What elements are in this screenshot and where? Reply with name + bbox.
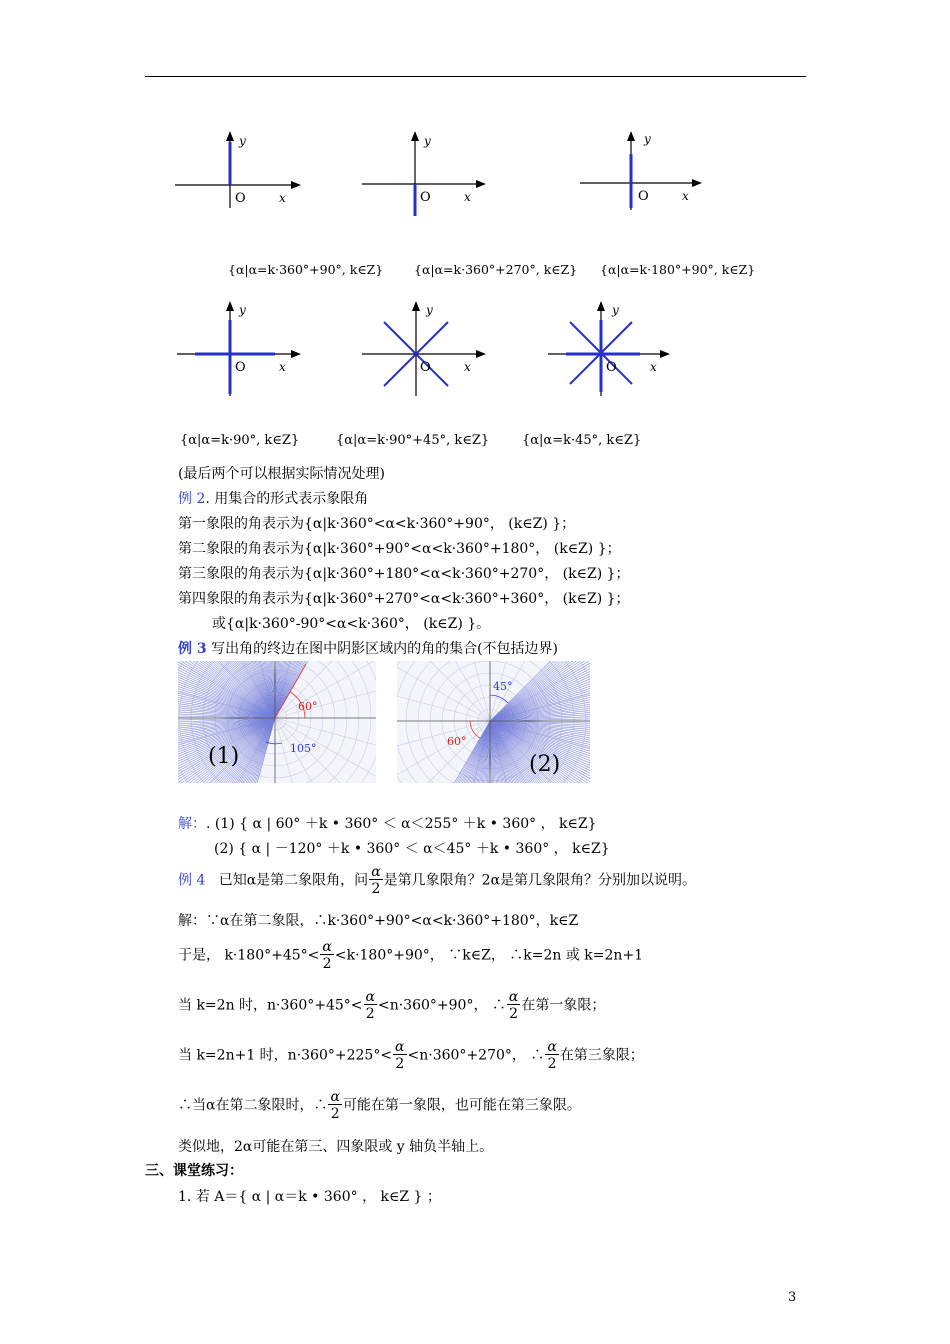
x-axis-label: x xyxy=(682,189,689,203)
note: (最后两个可以根据实际情况处理) xyxy=(178,466,385,482)
fraction-alpha-half xyxy=(393,1040,406,1071)
caption-4: {α|α=k·90°, k∈Z} xyxy=(180,433,300,448)
example3-solution-1 xyxy=(178,813,597,833)
fig2-angle-45: 45° xyxy=(493,680,513,693)
example4-label: 例 4 xyxy=(178,872,206,889)
caption-2: {α|α=k·360°+270°, k∈Z} xyxy=(414,262,578,277)
x-axis-label: x xyxy=(464,360,471,374)
example2-line-4: 第四象限的角表示为{α|k·360°+270°<α<k·360°+360°， (k∈Z) }； xyxy=(178,591,630,607)
figure-1 xyxy=(178,661,376,783)
origin-label: O xyxy=(235,360,246,375)
s5-post: 可能在第一象限，也可能在第三象限。 xyxy=(342,1097,581,1114)
frac-den: 2 xyxy=(371,881,381,897)
frac-den: 2 xyxy=(365,1006,375,1022)
frac-den: 2 xyxy=(509,1006,519,1022)
example2-label: 例 2 xyxy=(178,491,206,507)
x-axis-label: x xyxy=(650,360,657,374)
example3-title: 写出角的终边在图中阴影区域内的角的集合(不包括边界) xyxy=(211,641,559,657)
example4-step-4 xyxy=(178,1040,644,1071)
fraction-alpha-half xyxy=(328,1090,341,1121)
fraction-alpha-half xyxy=(507,990,520,1021)
frac-den: 2 xyxy=(395,1056,405,1072)
caption-5: {α|α=k·90°+45°, k∈Z} xyxy=(336,433,490,448)
diagram-diagonals xyxy=(360,298,495,398)
example3-heading xyxy=(178,638,558,658)
origin-label: O xyxy=(235,191,246,206)
section3-heading: 三、课堂练习： xyxy=(145,1163,243,1179)
s3-pre: 当 k=2n 时，n·360°+45°< xyxy=(178,997,363,1014)
diagram-axes xyxy=(175,298,310,398)
diagram-y-negative xyxy=(360,128,495,218)
header-rule xyxy=(145,76,806,77)
fig1-label: (1) xyxy=(208,744,240,769)
frac-num: α xyxy=(365,989,375,1005)
x-axis-label: x xyxy=(279,360,286,374)
frac-num: α xyxy=(322,939,332,955)
example2-line-2: 第二象限的角表示为{α|k·360°+90°<α<k·360°+180°， (k∈Z) }； xyxy=(178,541,621,557)
example4-step-5 xyxy=(178,1090,581,1121)
s4-pre: 当 k=2n+1 时，n·360°+225°< xyxy=(178,1047,393,1064)
example4-q-post: 是第几象限角？2α是第几象限角？分别加以说明。 xyxy=(383,872,697,889)
example4-step-1: 解：∵α在第二象限，∴k·360°+90°<α<k·360°+180°，k∈Z xyxy=(178,913,579,929)
example2-line-3: 第三象限的角表示为{α|k·360°+180°<α<k·360°+270°， (k∈Z) }； xyxy=(178,566,630,582)
solution-1-text: . (1) { α | 60° ＋k • 360° ＜ α＜255° ＋k • 360° ， k∈Z} xyxy=(206,816,597,832)
example2-line-5: 或{α|k·360°-90°<α<k·360°， (k∈Z) }。 xyxy=(212,616,491,632)
origin-label: O xyxy=(606,360,617,375)
frac-num: α xyxy=(395,1039,405,1055)
fig2-label: (2) xyxy=(529,752,561,777)
frac-num: α xyxy=(547,1039,557,1055)
example2-line-1: 第一象限的角表示为{α|k·360°<α<k·360°+90°， (k∈Z) }； xyxy=(178,516,576,532)
s4-post: 在第三象限； xyxy=(559,1047,644,1064)
example4-step-3 xyxy=(178,990,605,1021)
y-axis-label: y xyxy=(612,303,619,317)
x-axis-label: x xyxy=(279,191,286,205)
y-axis-label: y xyxy=(239,303,246,317)
frac-den: 2 xyxy=(322,956,332,972)
y-axis-label: y xyxy=(426,303,433,317)
frac-den: 2 xyxy=(330,1106,340,1122)
example2-title: . 用集合的形式表示象限角 xyxy=(205,491,369,507)
figure-2 xyxy=(397,661,590,783)
fraction-alpha-half xyxy=(545,1040,558,1071)
y-axis-label: y xyxy=(424,134,431,148)
fraction-alpha-half xyxy=(364,990,377,1021)
frac-den: 2 xyxy=(547,1056,557,1072)
diagram-all-45 xyxy=(546,298,681,398)
example4-q-pre: 已知α是第二象限角，问 xyxy=(218,872,369,889)
fig1-angle-105: 105° xyxy=(290,742,317,755)
s4-mid: <n·360°+270°， ∴ xyxy=(407,1047,545,1064)
origin-label: O xyxy=(420,360,431,375)
fraction-alpha-half xyxy=(320,940,333,971)
frac-num: α xyxy=(330,1089,340,1105)
example4-step-6: 类似地，2α可能在第三、四象限或 y 轴负半轴上。 xyxy=(178,1139,494,1155)
s3-mid: <n·360°+90°， ∴ xyxy=(377,997,506,1014)
fraction-alpha-half xyxy=(369,865,382,896)
example2-heading xyxy=(178,488,368,508)
s3-post: 在第一象限； xyxy=(521,997,606,1014)
fig1-angle-60: 60° xyxy=(298,700,318,713)
solution-label: 解： xyxy=(178,816,206,832)
caption-3: {α|α=k·180°+90°, k∈Z} xyxy=(600,262,756,277)
s5-pre: ∴当α在第二象限时，∴ xyxy=(178,1097,328,1114)
page-number: 3 xyxy=(788,1290,797,1305)
example4-question xyxy=(178,865,696,896)
frac-num: α xyxy=(371,864,381,880)
caption-6: {α|α=k·45°, k∈Z} xyxy=(522,433,642,448)
fig2-angle-60: 60° xyxy=(447,735,467,748)
y-axis-label: y xyxy=(644,132,651,146)
y-axis-label: y xyxy=(239,134,246,148)
origin-label: O xyxy=(638,189,649,204)
section3-item-1: 1. 若 A＝{ α | α＝k • 360° ， k∈Z } ； xyxy=(178,1189,441,1205)
diagram-y-positive xyxy=(175,128,310,213)
origin-label: O xyxy=(420,190,431,205)
caption-1: {α|α=k·360°+90°, k∈Z} xyxy=(228,262,384,277)
x-axis-label: x xyxy=(464,190,471,204)
s2-post: <k·180°+90°， ∵k∈Z， ∴k=2n 或 k=2n+1 xyxy=(334,947,644,964)
example3-label: 例 3 xyxy=(178,641,207,657)
example3-solution-2: (2) { α | －120° ＋k • 360° ＜ α＜45° ＋k • 360° ， k∈Z} xyxy=(214,841,610,857)
s2-pre: 于是， k·180°+45°< xyxy=(178,947,320,964)
frac-num: α xyxy=(508,989,519,1005)
diagram-y-axis xyxy=(578,128,713,213)
example4-step-2 xyxy=(178,940,643,971)
